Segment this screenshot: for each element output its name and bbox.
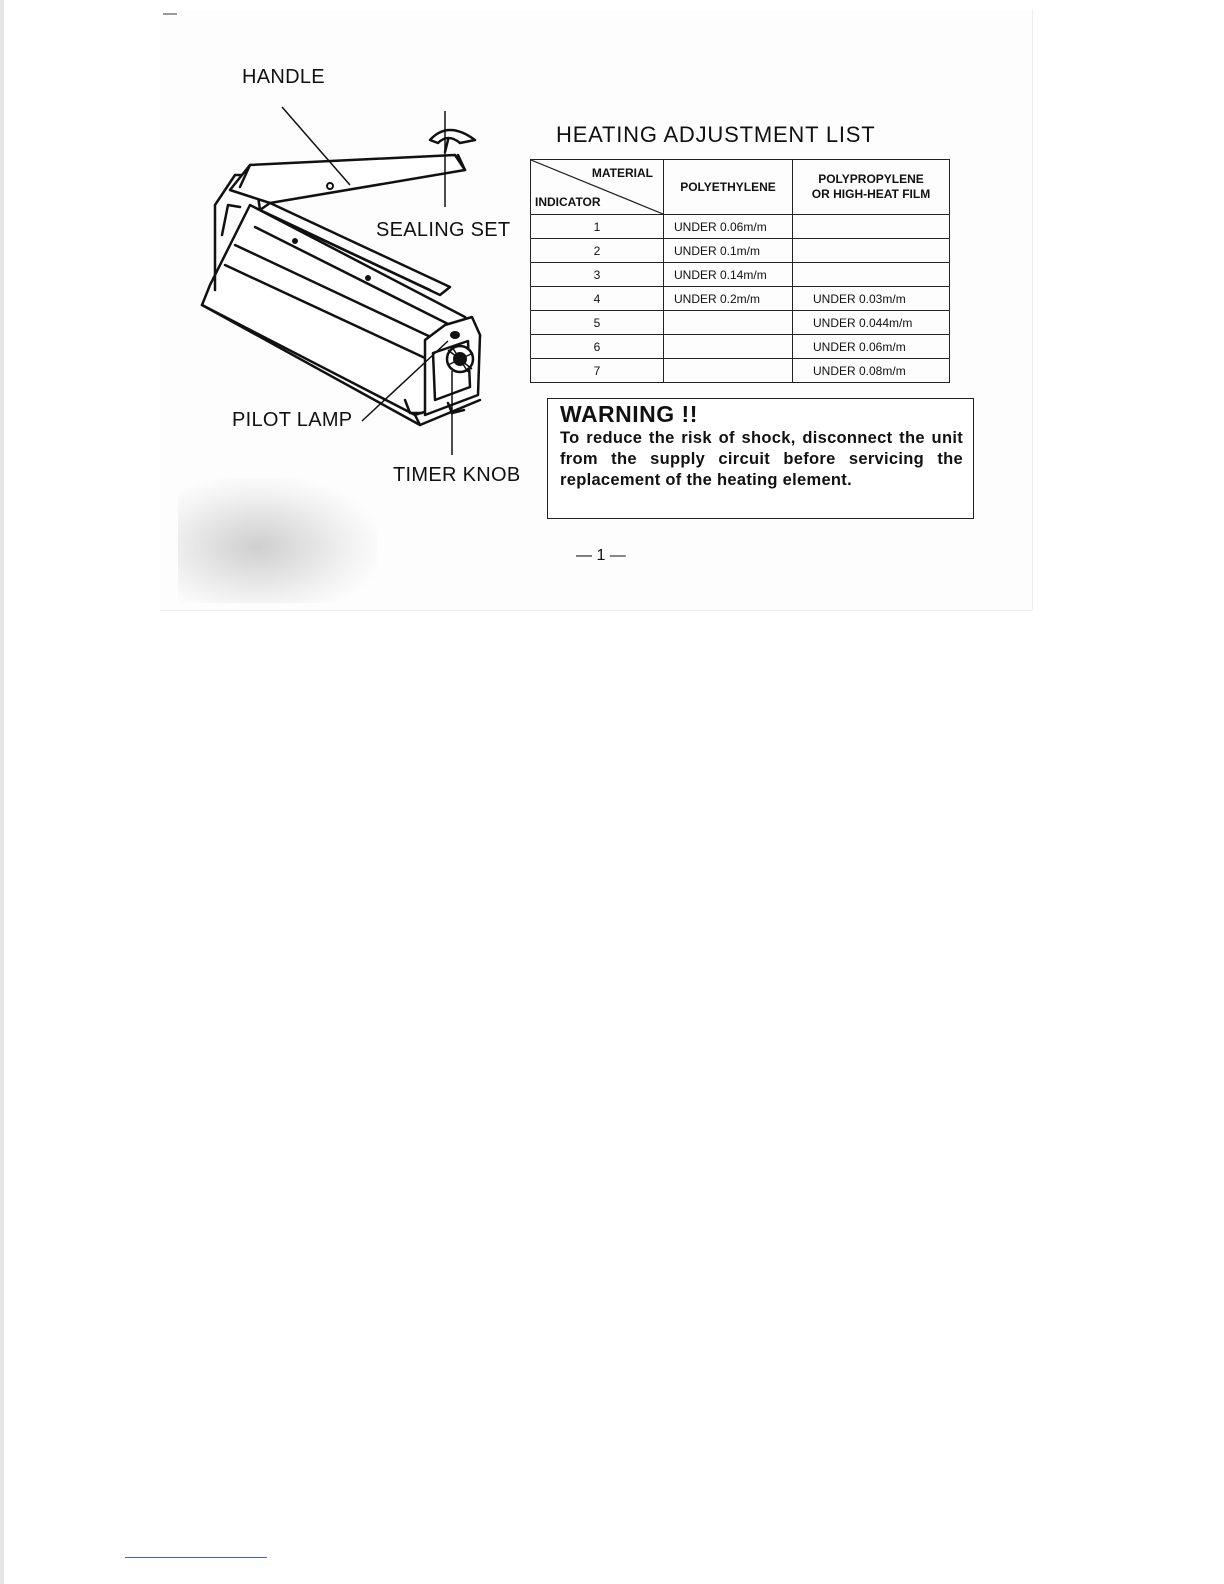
polyethylene-cell: UNDER 0.1m/m [664, 239, 793, 263]
indicator-cell: 6 [531, 335, 664, 359]
scan-underline [125, 1557, 267, 1558]
pilot-lamp-icon [450, 331, 460, 339]
polypropylene-cell [793, 263, 950, 287]
scan-mark [163, 13, 177, 15]
indicator-cell: 7 [531, 359, 664, 383]
warning-title: WARNING !! [560, 401, 698, 427]
header-polypropylene [793, 160, 950, 215]
indicator-cell: 2 [531, 239, 664, 263]
polypropylene-cell: UNDER 0.044m/m [793, 311, 950, 335]
polypropylene-cell [793, 239, 950, 263]
header-material-indicator [531, 160, 664, 215]
page-number: — 1 — [576, 547, 626, 564]
table-row [531, 263, 950, 287]
polyethylene-cell [664, 311, 793, 335]
sealing-set-label: SEALING SET [376, 219, 511, 241]
polyethylene-cell: UNDER 0.14m/m [664, 263, 793, 287]
impulse-sealer-diagram [190, 95, 540, 495]
polyethylene-cell: UNDER 0.06m/m [664, 215, 793, 239]
polypropylene-cell [793, 215, 950, 239]
warning-box [547, 398, 974, 519]
header-polypropylene-line1: POLYPROPYLENE [818, 172, 924, 186]
polypropylene-cell: UNDER 0.08m/m [793, 359, 950, 383]
polyethylene-cell [664, 335, 793, 359]
table-row [531, 287, 950, 311]
table-header-row [531, 160, 950, 215]
table-row [531, 311, 950, 335]
handle-label: HANDLE [242, 66, 325, 88]
polypropylene-cell: UNDER 0.06m/m [793, 335, 950, 359]
indicator-cell: 1 [531, 215, 664, 239]
heating-adjustment-table [530, 159, 950, 383]
polypropylene-cell: UNDER 0.03m/m [793, 287, 950, 311]
indicator-cell: 5 [531, 311, 664, 335]
pilot-lamp-label: PILOT LAMP [232, 409, 353, 431]
polyethylene-cell: UNDER 0.2m/m [664, 287, 793, 311]
header-material: MATERIAL [591, 166, 653, 180]
timer-knob-label: TIMER KNOB [393, 464, 521, 486]
table-row [531, 239, 950, 263]
scan-edge [0, 0, 4, 1584]
header-polyethylene: POLYETHYLENE [664, 160, 793, 215]
table-row [531, 359, 950, 383]
warning-text: To reduce the risk of shock, disconnect the unit from the supply circuit before servicing the replacement of the heating element. [560, 429, 963, 489]
timer-knob-icon [447, 346, 473, 372]
polyethylene-cell [664, 359, 793, 383]
scan-smudge [178, 478, 378, 603]
indicator-cell: 4 [531, 287, 664, 311]
header-indicator: INDICATOR [535, 195, 601, 209]
indicator-cell: 3 [531, 263, 664, 287]
table-row [531, 215, 950, 239]
table-title: HEATING ADJUSTMENT LIST [556, 122, 876, 147]
header-polypropylene-line2: OR HIGH-HEAT FILM [811, 187, 931, 201]
table-row [531, 335, 950, 359]
